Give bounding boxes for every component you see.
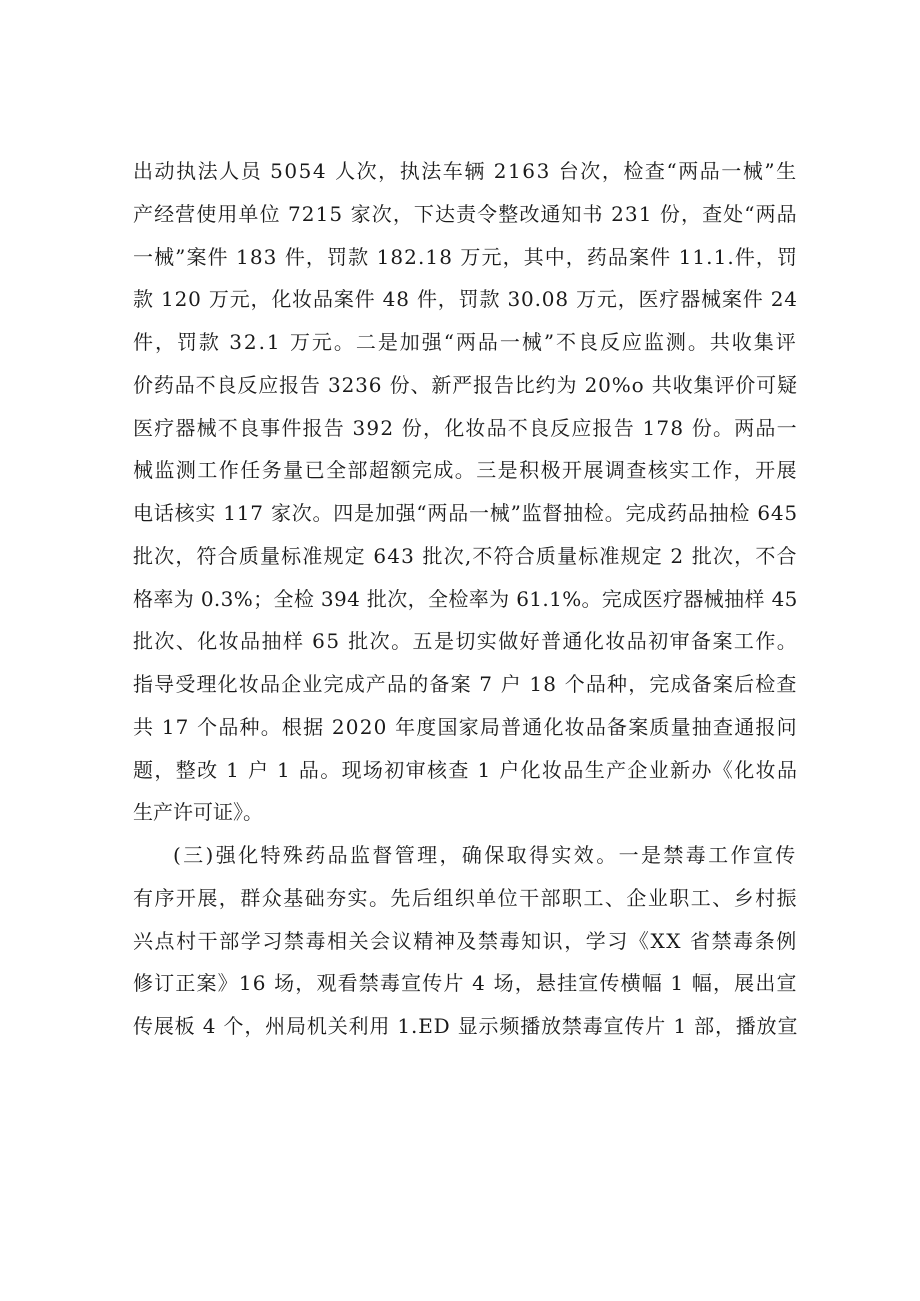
text-line: 电话核实 117 家次。四是加强“两品一械”监督抽检。完成药品抽检 645 <box>133 501 798 525</box>
text-line: 共 17 个品种。根据 2020 年度国家局普通化妆品备案质量抽查通报问 <box>133 715 798 739</box>
text-line: 有序开展，群众基础夯实。先后组织单位干部职工、企业职工、乡村振 <box>133 886 798 910</box>
text-line: 械监测工作任务量已全部超额完成。三是积极开展调查核实工作，开展 <box>133 458 798 482</box>
text-line: 传展板 4 个，州局机关利用 1.ED 显示频播放禁毒宣传片 1 部，播放宣 <box>133 1014 799 1038</box>
paragraph-heading-line: (三)强化特殊药品监督管理，确保取得实效。一是禁毒工作宣传 <box>173 843 798 867</box>
text-line: 格率为 0.3%；全检 394 批次，全检率为 61.1%。完成医疗器械抽样 45 <box>133 587 798 611</box>
text-line: 一械”案件 183 件，罚款 182.18 万元，其中，药品案件 11.1.件，罚 <box>133 245 799 269</box>
text-line: 件，罚款 32.1 万元。二是加强“两品一械”不良反应监测。共收集评 <box>133 330 798 354</box>
text-line: 批次，符合质量标准规定 643 批次,不符合质量标准规定 2 批次，不合 <box>133 544 798 568</box>
text-line: 出动执法人员 5054 人次，执法车辆 2163 台次，检查“两品一械”生 <box>133 159 798 183</box>
text-line: 修订正案》16 场，观看禁毒宣传片 4 场，悬挂宣传横幅 1 幅，展出宣 <box>133 971 798 995</box>
text-line: 兴点村干部学习禁毒相关会议精神及禁毒知识，学习《XX 省禁毒条例 <box>133 929 798 953</box>
text-line: 生产许可证》。 <box>133 800 263 824</box>
text-line: 产经营使用单位 7215 家次，下达责令整改通知书 231 份，查处“两品 <box>133 202 798 226</box>
text-line: 医疗器械不良事件报告 392 份，化妆品不良反应报告 178 份。两品一 <box>133 416 798 440</box>
text-line: 价药品不良反应报告 3236 份、新严报告比约为 20%o 共收集评价可疑 <box>133 373 798 397</box>
text-line: 批次、化妆品抽样 65 批次。五是切实做好普通化妆品初审备案工作。 <box>133 629 799 653</box>
text-line: 题，整改 1 户 1 品。现场初审核查 1 户化妆品生产企业新办《化妆品 <box>133 758 799 782</box>
text-line: 指导受理化妆品企业完成产品的备案 7 户 18 个品种，完成备案后检查 <box>133 672 798 696</box>
text-line: 款 120 万元，化妆品案件 48 件，罚款 30.08 万元，医疗器械案件 24 <box>133 287 798 311</box>
